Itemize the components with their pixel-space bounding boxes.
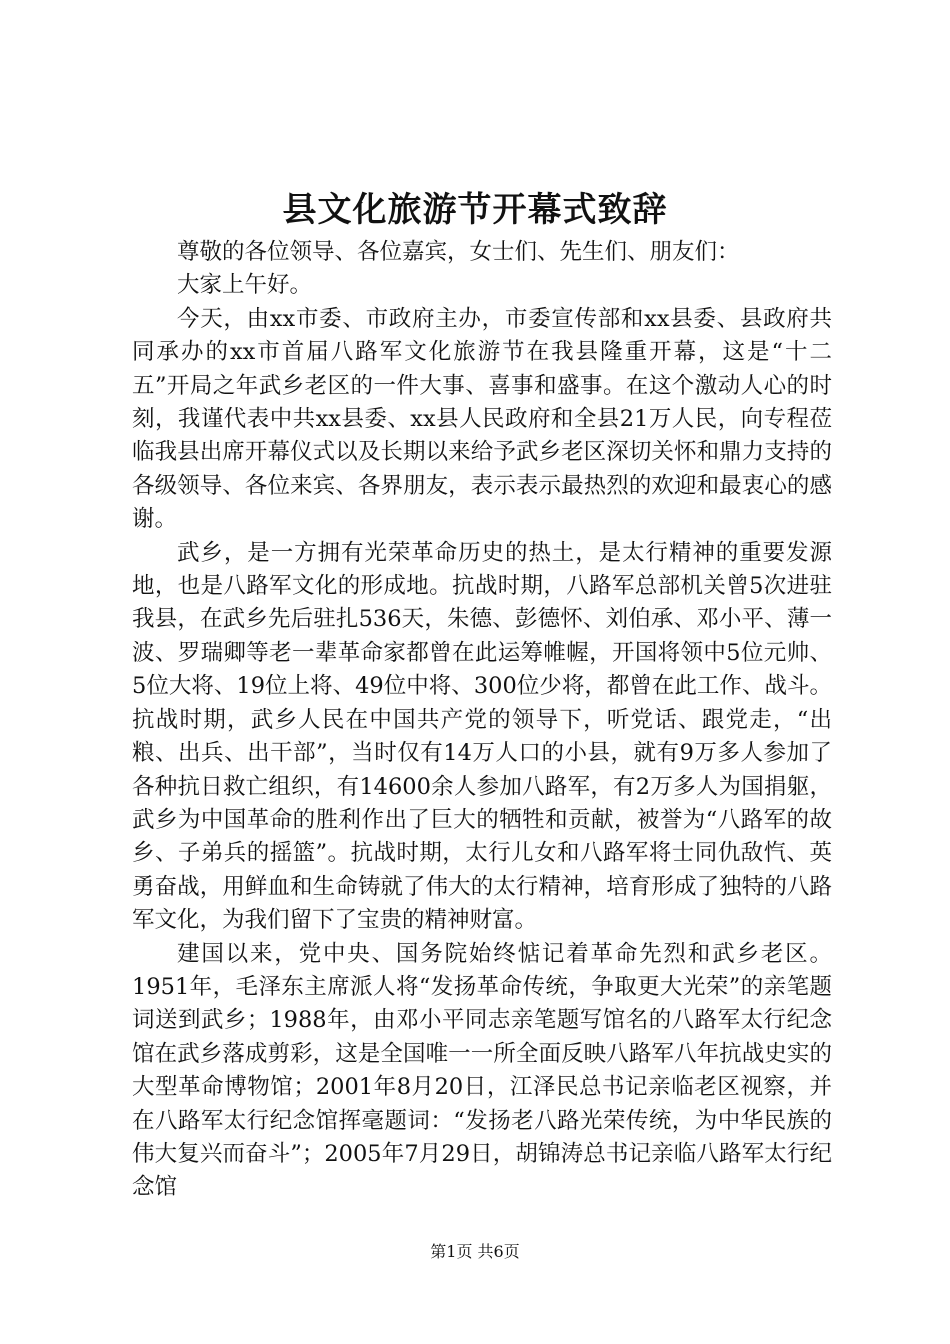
body-paragraph-postwar: 建国以来，党中央、国务院始终惦记着革命先烈和武乡老区。1951年，毛泽东主席派人将“发扬革命传统，争取更大光荣”的亲笔题词送到武乡；1988年，由邓小平同志亲笔题写馆名的八路军太行纪念馆在武乡落成剪彩，这是全国唯一一所全面反映八路军八年抗战史实的大型革命博物馆；2001年8月20日，江泽民总书记亲临老区视察，并在八路军太行纪念馆挥毫题词：“发扬老八路光荣传统，为中华民族的伟大复兴而奋斗”；2005年7月29日，胡锦涛总书记亲临八路军太行纪念馆 (132, 940, 832, 1201)
salutation-paragraph: 尊敬的各位领导、各位嘉宾，女士们、先生们、朋友们： (177, 239, 740, 265)
greeting-paragraph: 大家上午好。 (177, 272, 313, 299)
document-body (132, 236, 832, 1205)
body-paragraph-opening: 今天，由xx市委、市政府主办，市委宣传部和xx县委、县政府共同承办的xx市首届八路军文化旅游节在我县隆重开幕，这是“十二五”开局之年武乡老区的一件大事、喜事和盛事。在这个激动人心的时刻，我谨代表中共xx县委、xx县人民政府和全县21万人民，向专程莅临我县出席开幕仪式以及长期以来给予武乡老区深切关怀和鼎力支持的各级领导、各位来宾、各界朋友，表示表示最热烈的欢迎和最衷心的感谢。 (132, 305, 832, 533)
page-footer: 第1页 共6页 (430, 1242, 520, 1261)
page-title: 县文化旅游节开幕式致辞 (282, 190, 668, 230)
body-paragraph-history: 武乡，是一方拥有光荣革命历史的热土，是太行精神的重要发源地，也是八路军文化的形成地。抗战时期，八路军总部机关曾5次进驻我县，在武乡先后驻扎536天，朱德、彭德怀、刘伯承、邓小平、薄一波、罗瑞卿等老一辈革命家都曾在此运筹帷幄，开国将领中5位元帅、5位大将、19位上将、49位中将、300位少将，都曾在此工作、战斗。抗战时期，武乡人民在中国共产党的领导下，听党话、跟党走，“出粮、出兵、出干部”，当时仅有14万人口的小县，就有9万多人参加了各种抗日救亡组织，有14600余人参加八路军，有2万多人为国捐躯，武乡为中国革命的胜利作出了巨大的牺牲和贡献，被誉为“八路军的故乡、子弟兵的摇篮”。抗战时期，太行儿女和八路军将士同仇敌忾、英勇奋战，用鲜血和生命铸就了伟大的太行精神，培育形成了独特的八路军文化，为我们留下了宝贵的精神财富。 (132, 539, 832, 934)
